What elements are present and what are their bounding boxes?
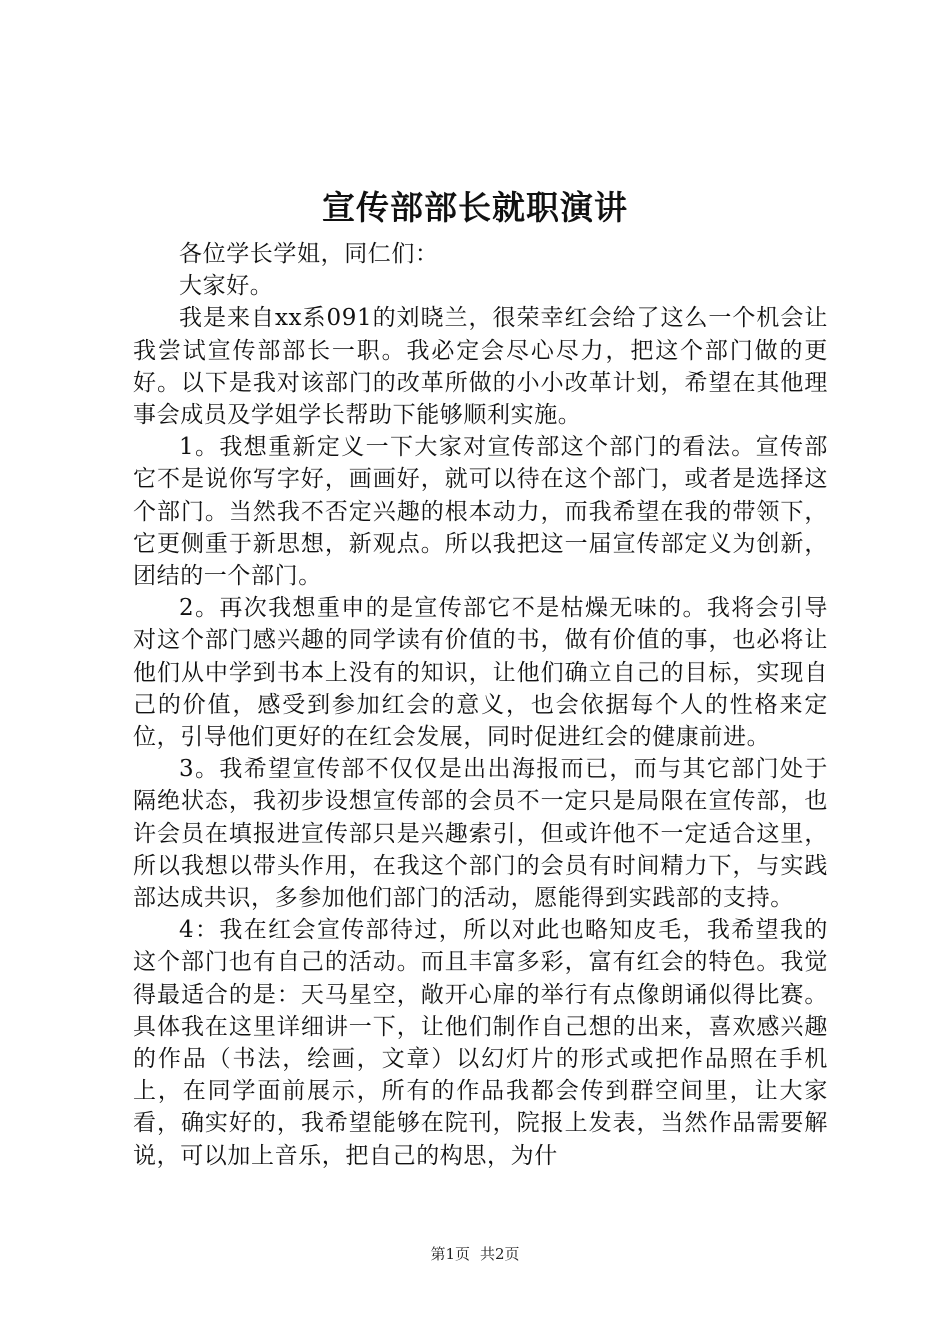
document-title: 宣传部部长就职演讲 bbox=[322, 188, 628, 227]
paragraph-intro: 我是来自xx系091的刘晓兰，很荣幸红会给了这么一个机会让我尝试宣传部部长一职。我必定会尽心尽力，把这个部门做的更好。以下是我对该部门的改革所做的小小改革计划，希望在其他理事会成员及学姐学长帮助下能够顺利实施。 bbox=[133, 305, 828, 429]
page-number: 第1页 bbox=[430, 1245, 470, 1263]
document-body bbox=[133, 238, 828, 1172]
paragraph-point-2: 2。再次我想重申的是宣传部它不是枯燥无味的。我将会引导对这个部门感兴趣的同学读有价值的书，做有价值的事，也必将让他们从中学到书本上没有的知识，让他们确立自己的目标，实现自己的价值，感受到参加红会的意义，也会依据每个人的性格来定位，引导他们更好的在红会发展，同时促进红会的健康前进。 bbox=[133, 595, 828, 751]
page-footer bbox=[0, 1244, 950, 1264]
paragraph-hello: 大家好。 bbox=[179, 273, 274, 300]
paragraph-point-1: 1。我想重新定义一下大家对宣传部这个部门的看法。宣传部它不是说你写字好，画画好，就可以待在这个部门，或者是选择这个部门。当然我不否定兴趣的根本动力，而我希望在我的带领下，它更侧重于新思想，新观点。所以我把这一届宣传部定义为创新，团结的一个部门。 bbox=[133, 434, 828, 590]
page-total: 共2页 bbox=[480, 1245, 520, 1263]
paragraph-greeting: 各位学长学姐，同仁们： bbox=[179, 241, 439, 267]
paragraph-point-4: 4：我在红会宣传部待过，所以对此也略知皮毛，我希望我的这个部门也有自己的活动。而且丰富多彩，富有红会的特色。我觉得最适合的是：天马星空，敞开心扉的举行有点像朗诵似得比赛。具体我在这里详细讲一下，让他们制作自己想的出来，喜欢感兴趣的作品（书法，绘画，文章）以幻灯片的形式或把作品照在手机上，在同学面前展示，所有的作品我都会传到群空间里，让大家看，确实好的，我希望能够在院刊，院报上发表，当然作品需要解说，可以加上音乐，把自己的构思，为什 bbox=[133, 917, 828, 1169]
paragraph-point-3: 3。我希望宣传部不仅仅是出出海报而已，而与其它部门处于隔绝状态，我初步设想宣传部的会员不一定只是局限在宣传部，也许会员在填报进宣传部只是兴趣索引，但或许他不一定适合这里，所以我想以带头作用，在我这个部门的会员有时间精力下，与实践部达成共识，多参加他们部门的活动，愿能得到实践部的支持。 bbox=[133, 756, 828, 912]
